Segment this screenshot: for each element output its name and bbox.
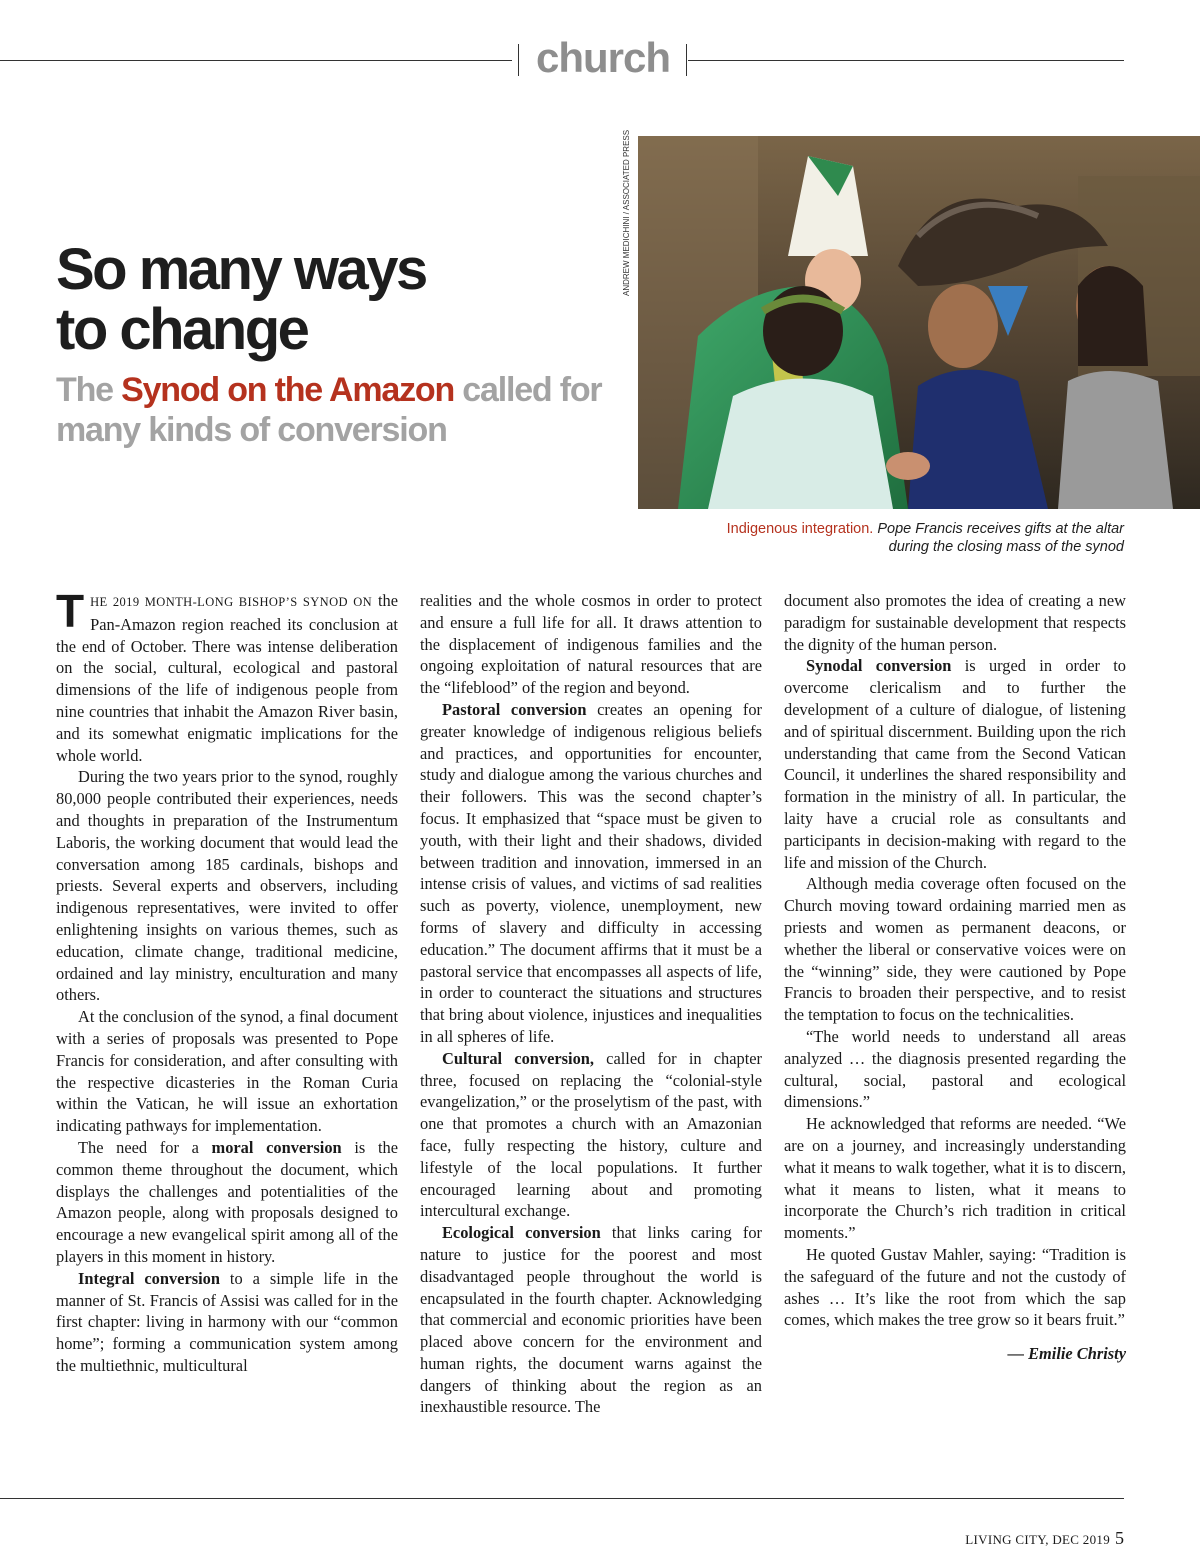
article-paragraph (420, 1048, 762, 1222)
photo-caption (704, 520, 1124, 556)
article-column-3 (784, 590, 1126, 1365)
section-tick-left (518, 44, 519, 76)
article-paragraph (784, 655, 1126, 873)
section-label: church (535, 34, 671, 81)
article-paragraph (56, 1268, 398, 1377)
paragraph-text: the Pan-Amazon region reached its conclusion at the end of October. There was intense deliberation on the social, cultural, ecological and pastoral dimensions of the life of indigenous people from nine countries that inhabit the Amazon River basin, and its somewhat enigmatic implications for the whole world. (56, 591, 398, 765)
paragraph-text: to a simple life in the manner of St. Francis of Assisi was called for in the first chapter: living in harmony with our “common home”; forming a communication system among the multiethnic, multicultural (56, 1268, 398, 1375)
headline-line-2: to change (56, 297, 308, 362)
paragraph-text: is urged in order to overcome clericalism and to further the development of a culture of dialogue, of listening and of spiritual discernment. Building upon the rich understanding that came from the Second Vatican Council, it underlines the shared responsibility and formation in the ministry of all. In particular, the laity have a crucial role as consultants and participants in decision-making with regard to the life and mission of the Church. (784, 656, 1126, 872)
photo-illustration (638, 136, 1200, 509)
article-paragraph (420, 1222, 762, 1418)
footer-publication: LIVING CITY, DEC 2019 (965, 1532, 1110, 1547)
article-paragraph: Although media coverage often focused on the Church moving toward ordaining married men as priests and women as permanent deacons, or whether the liberal or conservative voices were on the “winning” side, they were cautioned by Pope Francis to broaden their perspective, and to resist the temptation to focus on the technicalities. (784, 874, 1126, 1025)
bold-term: Synodal conversion (806, 656, 952, 676)
paragraph-text: The need for a (78, 1137, 212, 1157)
deck (56, 370, 636, 450)
photo-credit (622, 129, 634, 376)
section-tick-right (686, 44, 687, 76)
article-paragraph (56, 585, 398, 766)
footer-rule (0, 1498, 1124, 1499)
paragraph-text: called for in chapter three, focused on replacing the “colonial-style evangelization,” or the proselytism of the past, with one that promotes a church with an Amazonian face, fully respecting the history, culture and lifestyle of the local populations. It further encouraged learning about and promoting intercultural exchange. (420, 1048, 763, 1221)
opening-smallcaps: HE 2019 MONTH-LONG BISHOP’S SYNOD ON (90, 595, 373, 609)
section-rule-left (0, 60, 512, 61)
deck-accent: Synod on the Amazon (121, 371, 455, 409)
article-paragraph: “The world needs to understand all areas analyzed … the diagnosis presented regarding the cultural, social, pastoral and ecological dimensions.” (784, 1026, 1126, 1112)
bold-term: Integral conversion (78, 1268, 220, 1288)
article-paragraph (56, 1137, 398, 1268)
paragraph-text: is the common theme throughout the document, which displays the challenges and potentialities of the Amazon people, along with proposals designed to encourage a new evangelical spirit among all of the players in this moment in history. (56, 1137, 399, 1266)
bold-term: Cultural conversion, (442, 1048, 594, 1068)
photo-credit-text: ANDREW MEDICHINI / ASSOCIATED PRESS (622, 129, 631, 296)
bold-term: moral conversion (211, 1137, 342, 1157)
bold-term: Ecological conversion (442, 1223, 601, 1243)
deck-post: called for many kinds of conversion (56, 371, 602, 449)
bold-term: Pastoral conversion (442, 699, 587, 719)
caption-lead: Indigenous integration. (726, 521, 874, 537)
paragraph-text: creates an opening for greater knowledge of indigenous religious beliefs and practices, and opportunities for encounter, study and dialogue among the various churches and their followers. This was the second chapter’s focus. It emphasized that “space must be given to youth, with their light and their shadows, divided between tradition and innovation, immersed in an intense crisis of values, and victims of sad realities such as poverty, violence, unemployment, new forms of slavery and difficulty in accessing education.” The document affirms that it must be a pastoral service that encompasses all aspects of life, in order to counteract the situations and structures that bring about violence, injustices and inequalities in all spheres of life. (420, 699, 762, 1046)
article-paragraph: During the two years prior to the synod, roughly 80,000 people contributed their experiences, needs and thoughts in preparation of the Instrumentum Laboris, the working document that would lead the conversation among 185 cardinals, bishops and priests. Several experts and observers, including indigenous representatives, were invited to offer enlightening insights on various themes, such as education, climate change, traditional medicine, ordained and lay ministry, enculturation and many others. (56, 767, 398, 1005)
article-paragraph: At the conclusion of the synod, a final document with a series of proposals was presented to Pope Francis for consideration, and after consulting with the respective dicasteries in the Roman Curia within the Vatican, he will issue an exhortation indicating pathways for implementation. (56, 1007, 398, 1136)
section-rule-right (688, 60, 1124, 61)
article-paragraph: document also promotes the idea of creating a new paradigm for sustainable development that respects the dignity of the human person. (784, 591, 1126, 654)
headline (56, 237, 616, 362)
paragraph-text: that links caring for nature to justice for the poorest and most disadvantaged people throughout the world is encapsulated in the fourth chapter. Acknowledging that commercial and economic priorities have been placed above concern for the environment and human rights, the document warns against the dangers of thinking about the region as an inexhaustible resource. The (420, 1223, 762, 1417)
article-paragraph: He acknowledged that reforms are needed. “We are on a journey, and increasingly understanding what it means to walk together, what it is to discern, what it means to listen, what it means to incorporate the Church’s rich tradition in critical moments.” (784, 1114, 1126, 1243)
headline-line-1: So many ways (56, 237, 426, 302)
article-paragraph: He quoted Gustav Mahler, saying: “Tradition is the safeguard of the future and not the custody of ashes … It’s like the root from which the sap comes, which makes the tree grow so it bears fruit.” (784, 1244, 1126, 1330)
article-paragraph (420, 699, 762, 1048)
photo-pope-indigenous (638, 136, 1200, 509)
drop-cap: T (56, 585, 85, 637)
byline: — Emilie Christy (1007, 1344, 1126, 1364)
deck-pre: The (56, 371, 122, 409)
article-column-1 (56, 585, 399, 1377)
article-paragraph: realities and the whole cosmos in order to protect and ensure a full life for all. It draws attention to the displacement of indigenous families and the ongoing exploitation of natural resources that are the “lifeblood” of the region and beyond. (420, 591, 762, 698)
page-number: 5 (1115, 1528, 1124, 1548)
article-column-2 (420, 590, 762, 1418)
caption-text: Pope Francis receives gifts at the altar during the closing mass of the synod (873, 521, 1124, 555)
